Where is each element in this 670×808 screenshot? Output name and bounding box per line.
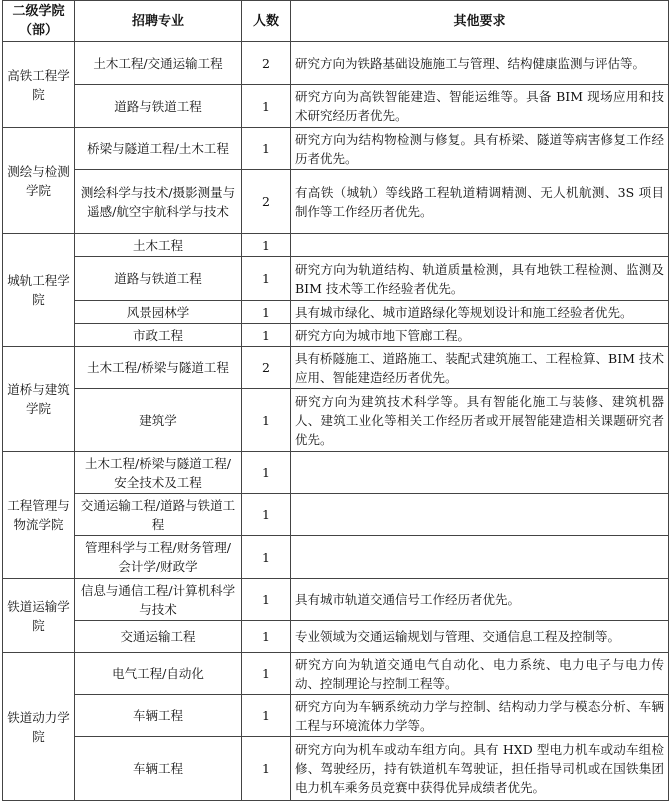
requirement-cell: 有高铁（城轨）等线路工程轨道精调精测、无人机航测、3S 项目制作等工作经历者优先。: [291, 170, 669, 234]
table-row: [3, 621, 669, 653]
count-cell: 1: [242, 579, 291, 621]
requirement-cell: 研究方向为结构物检测与修复。具有桥梁、隧道等病害修复工作经历者优先。: [291, 128, 669, 170]
college-cell: 道桥与建筑学院: [3, 347, 75, 452]
count-cell: 1: [242, 494, 291, 536]
requirement-cell: 研究方向为机车或动车组方向。具有 HXD 型电力机车或动车组检修、驾驶经历，持有铁道机车驾驶证，担任指导司机或在国铁集团电力机车乘务员竞赛中获得优异成绩者优先。: [291, 737, 669, 801]
header-requirements: 其他要求: [291, 1, 669, 42]
requirement-cell: 具有城市轨道交通信号工作经历者优先。: [291, 579, 669, 621]
table-row: [3, 653, 669, 695]
college-cell: 铁道运输学院: [3, 579, 75, 653]
requirement-cell: [291, 536, 669, 579]
table-row: [3, 347, 669, 389]
requirement-cell: [291, 234, 669, 257]
table-row: [3, 389, 669, 452]
count-cell: 1: [242, 128, 291, 170]
college-cell: 工程管理与物流学院: [3, 452, 75, 579]
major-cell: 测绘科学与技术/摄影测量与遥感/航空宇航科学与技术: [75, 170, 242, 234]
count-cell: 1: [242, 653, 291, 695]
table-row: [3, 579, 669, 621]
major-cell: 管理科学与工程/财务管理/会计学/财政学: [75, 536, 242, 579]
requirement-cell: 研究方向为轨道交通电气自动化、电力系统、电力电子与电力传动、控制理论与控制工程等。: [291, 653, 669, 695]
header-major: 招聘专业: [75, 1, 242, 42]
count-cell: 2: [242, 347, 291, 389]
table-row: [3, 85, 669, 128]
major-cell: 信息与通信工程/计算机科学与技术: [75, 579, 242, 621]
major-cell: 土木工程/桥梁与隧道工程/安全技术及工程: [75, 452, 242, 494]
requirement-cell: 研究方向为城市地下管廊工程。: [291, 324, 669, 347]
count-cell: 2: [242, 170, 291, 234]
count-cell: 1: [242, 695, 291, 737]
table-row: [3, 42, 669, 85]
count-cell: 1: [242, 301, 291, 324]
requirement-cell: 具有城市绿化、城市道路绿化等规划设计和施工经验者优先。: [291, 301, 669, 324]
requirement-cell: 研究方向为高铁智能建造、智能运维等。具备 BIM 现场应用和技术研究经历者优先。: [291, 85, 669, 128]
major-cell: 市政工程: [75, 324, 242, 347]
count-cell: 1: [242, 85, 291, 128]
major-cell: 道路与铁道工程: [75, 257, 242, 301]
count-cell: 1: [242, 257, 291, 301]
table-row: [3, 301, 669, 324]
count-cell: 1: [242, 234, 291, 257]
requirement-cell: [291, 494, 669, 536]
requirement-cell: 研究方向为车辆系统动力学与控制、结构动力学与模态分析、车辆工程与环境流体力学等。: [291, 695, 669, 737]
table-row: [3, 452, 669, 494]
college-cell: 测绘与检测学院: [3, 128, 75, 234]
requirement-cell: 专业领域为交通运输规划与管理、交通信息工程及控制等。: [291, 621, 669, 653]
major-cell: 桥梁与隧道工程/土木工程: [75, 128, 242, 170]
major-cell: 土木工程/交通运输工程: [75, 42, 242, 85]
count-cell: 1: [242, 621, 291, 653]
count-cell: 1: [242, 536, 291, 579]
count-cell: 2: [242, 42, 291, 85]
header-college: 二级学院（部）: [3, 1, 75, 42]
major-cell: 车辆工程: [75, 695, 242, 737]
major-cell: 交通运输工程: [75, 621, 242, 653]
count-cell: 1: [242, 737, 291, 801]
count-cell: 1: [242, 452, 291, 494]
table-row: [3, 170, 669, 234]
count-cell: 1: [242, 389, 291, 452]
college-cell: 铁道动力学院: [3, 653, 75, 801]
count-cell: 1: [242, 324, 291, 347]
requirement-cell: 具有桥隧施工、道路施工、装配式建筑施工、工程检算、BIM 技术应用、智能建造经历者优先。: [291, 347, 669, 389]
college-cell: 城轨工程学院: [3, 234, 75, 347]
major-cell: 土木工程/桥梁与隧道工程: [75, 347, 242, 389]
college-cell: 高铁工程学院: [3, 42, 75, 128]
requirement-cell: 研究方向为铁路基础设施施工与管理、结构健康监测与评估等。: [291, 42, 669, 85]
requirement-cell: 研究方向为轨道结构、轨道质量检测，具有地铁工程检测、监测及 BIM 技术等工作经验者优先。: [291, 257, 669, 301]
major-cell: 车辆工程: [75, 737, 242, 801]
table-row: [3, 737, 669, 801]
major-cell: 电气工程/自动化: [75, 653, 242, 695]
header-count: 人数: [242, 1, 291, 42]
major-cell: 道路与铁道工程: [75, 85, 242, 128]
major-cell: 交通运输工程/道路与铁道工程: [75, 494, 242, 536]
major-cell: 建筑学: [75, 389, 242, 452]
requirement-cell: 研究方向为建筑技术科学等。具有智能化施工与装修、建筑机器人、建筑工业化等相关工作经历者或开展智能建造相关课题研究者优先。: [291, 389, 669, 452]
table-row: [3, 536, 669, 579]
major-cell: 风景园林学: [75, 301, 242, 324]
table-row: [3, 324, 669, 347]
table-row: [3, 128, 669, 170]
recruitment-table: [2, 0, 669, 801]
table-row: [3, 494, 669, 536]
major-cell: 土木工程: [75, 234, 242, 257]
header-row: [3, 1, 669, 42]
table-row: [3, 695, 669, 737]
table-row: [3, 234, 669, 257]
requirement-cell: [291, 452, 669, 494]
table-row: [3, 257, 669, 301]
